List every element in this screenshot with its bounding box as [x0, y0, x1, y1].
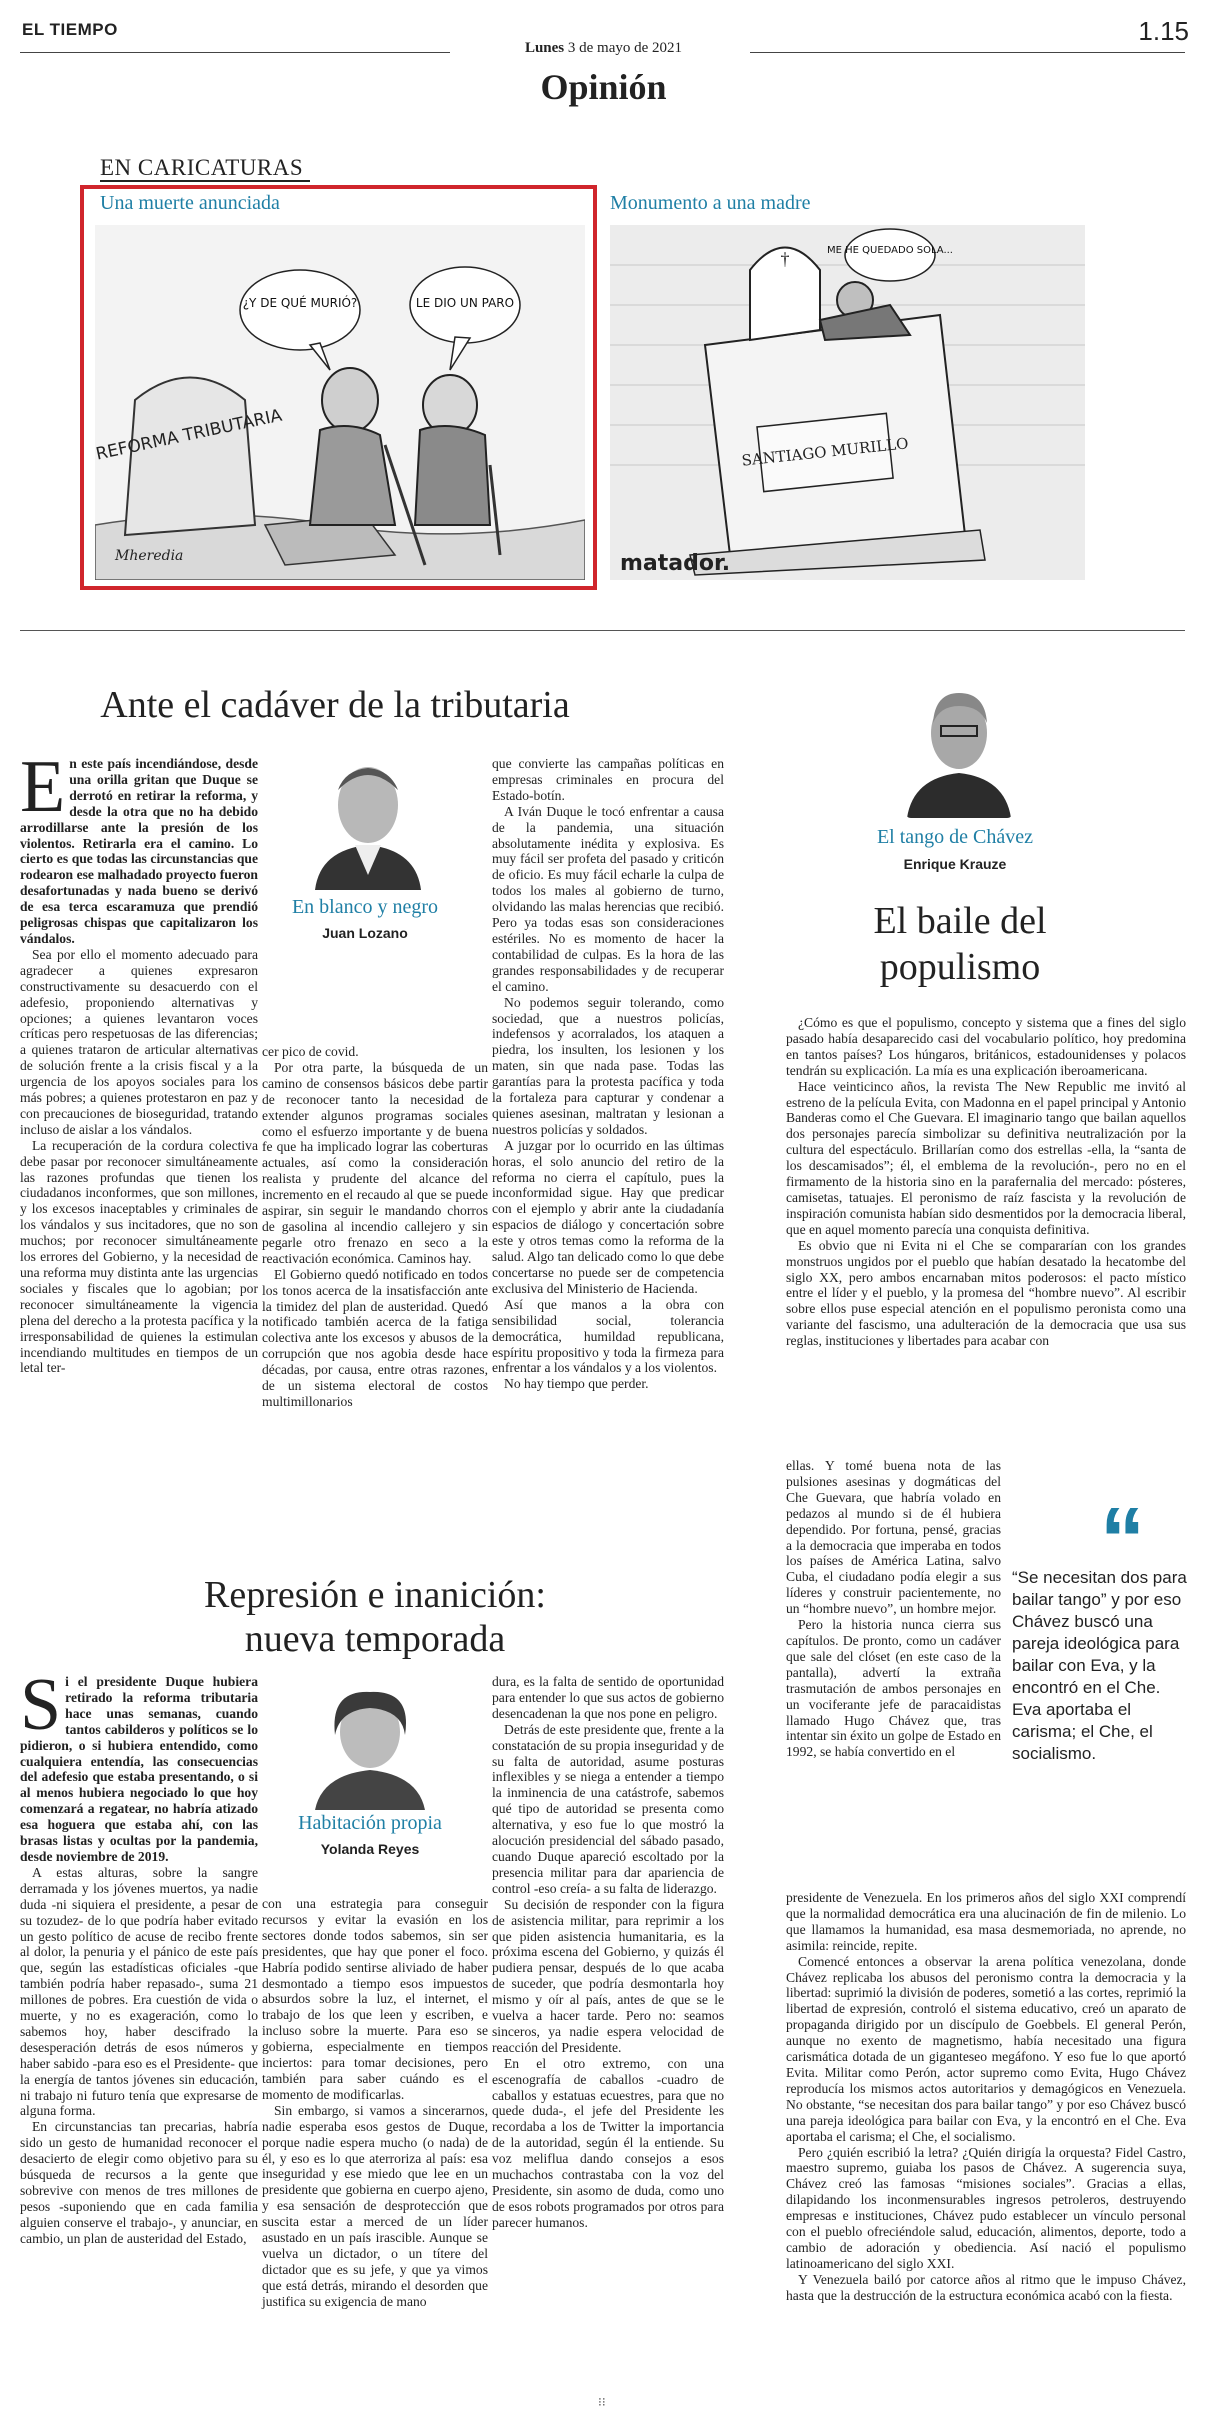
article-column: presidente de Venezuela. En los primeros años del siglo XXI comprendí que la normalidad democrática era una alucinación de fin de milenio. Lo que llamamos la humanidad, esa masa desmemoriada, no aprende, no asimila: reincide, repite. Comencé entonces a observar la arena política venezolana, donde Chávez replicaba los abusos del peronismo contra la democracia y la libertad: suprimió la división de poderes, sometió a las cortes, reprimió la libertad de expresión, controló el sistema educativo, creó un aparato de propaganda dirigido por un discípulo de Goebbels. El general Perón, aunque no exento de magnetismo, había necesitado una figura carismática dotada de un giganteseo megáfono. Y eso fue lo que aportó Evita. Militar como Perón, actor supremo como Evita, Hugo Chávez reproducía los mismos actos autoritarios y demagógicos en Venezuela. No obstante, “se necesitan dos para bailar tango” y por eso Chávez buscó una pareja ideológica para bailar con Eva, y la encontró en el Che. Eva aportaba el carisma; el Che, el socialismo. Pero ¿quién escribió la letra? ¿Quién dirigía la orquesta? Fidel Castro, maestro supremo, guiaba los pasos de Chávez. A sugerencia suya, Chávez creó las famosas “misiones sociales”. Gracias a ellas, dilapidando los inconmensurables ingresos petroleros, destruyendo empresas e instituciones, Chávez pudo establecer un vínculo personal con el pueblo ofreciéndole salud, educación, alimentos, deporte, todo a cambio de adoración y obediencia. Así nació el populismo latinoamericano del siglo XXI. Y Venezuela bailó por catorce años al ritmo que le impuso Chávez, hasta que la destrucción de la estructura económica acabó con la fiesta.: [786, 1890, 1186, 2303]
cartoon-signature: matador.: [620, 551, 731, 576]
grave-text: REFORMA TRIBUTARIA: [95, 405, 284, 465]
author-name: Enrique Krauze: [903, 856, 1007, 872]
author-name: Yolanda Reyes: [320, 1841, 420, 1857]
article-headline: Represión e inanición: nueva temporada: [204, 1574, 546, 1660]
cartoon-image-left[interactable]: [95, 225, 585, 580]
drop-cap: S: [20, 1664, 62, 1746]
author-photo: [305, 750, 431, 890]
pull-quote: “Se necesitan dos para bailar tango” y por eso Chávez buscó una pareja ideológica para bailar con Eva, y la encontró en el Che. Eva aportaba el carisma; el Che, el socialismo.: [1012, 1568, 1187, 1763]
cartoon-caption-left: Una muerte anunciada: [100, 192, 280, 214]
cartoon-left-drawing: [95, 225, 585, 580]
divider: [20, 630, 1185, 631]
article-column: que convierte las campañas políticas en empresas criminales en procura del Estado-botín. A Iván Duque le tocó enfrentar a causa de la pandemia, una situación absolutamente inédita y explosiva. Es muy fácil ser profeta del pasado y criticón de oficio. Es muy fácil echarle la culpa de todos los males al gobierno de turno, olvidando las malas herencias que recibió. Pero ya todas esas son consideraciones estériles. No es momento de hacer la contabilidad de culpas. Es la hora de las grandes responsabilidades y de recuperar el camino. No podemos seguir tolerando, como sociedad, que a nuestros policías, indefensos y acorralados, los ataquen a piedra, los insulten, los lesionen y los maten, sin que nada pase. Todas las garantías para la protesta pacífica y toda la fortaleza para capturar y condenar a quienes asesinan, maltratan y lesionan a nuestros policías y soldados. A juzgar por lo ocurrido en las últimas horas, el solo anuncio del retiro de la reforma no cierra el capítulo, pues la inconformidad sigue. Hay que predicar con el ejemplo y abrir ante la ciudadanía espacios de diálogo y concertación sobre este y otros temas como la reforma de la salud. Algo tan delicado como lo que debe concertarse no puede ser de competencia exclusiva del Ministerio de Hacienda. Así que manos a la obra con sensibilidad social, tolerancia democrática, humildad republicana, espíritu propositivo y toda la firmeza para enfrentar a los vándalos y a los violentos. No hay tiempo que perder.: [492, 756, 724, 1392]
article-column: con una estrategia para conseguir recursos y evitar la evasión en los sectores donde todos sabemos, sin ser presidentes, que hay que poner el foco. Habría podido sentirse aliviado de haber desmontado a tiempo esos impuestos absurdos sobre la luz, el internet, el trabajo de los que leen y escriben, e incluso sobre la muerte. Para eso se gobierna, especialmente en tiempos inciertos: para tomar decisiones, pero también para saber cuándo es el momento de modificarlas. Sin embargo, si vamos a sincerarnos, nadie esperaba esos gestos de Duque, porque nadie espera mucho (o nada) de él, y eso es lo que aterroriza al país: esa inseguridad y ese miedo que lee en un presidente que gobierna en cuerpo ajeno, y esa sensación de desprotección que suscita estar a merced de un líder asustado en un país irascible. Aunque se vuelva un dictador, o un títere del dictador que es su jefe, y que ya vimos que está detrás, mirando el desorden que justifica su exigencia de mano: [262, 1896, 488, 2309]
column-name: El tango de Chávez: [876, 826, 1034, 848]
quote-icon: “: [1100, 1490, 1145, 1590]
article-column: E n este país incendiándose, desde una orilla gritan que Duque se derrotó en retirar la reforma, y desde la otra que no ha debido arrodillarse ante la presión de los violentos. Retirarla era el camino. Lo cierto es que todas las circunstancias que rodearon ese malhadado proyecto fueron desafortunadas y nada bueno se derivó de esa terca escaramuza que prendió peligrosas chispas que capitalizaron los vándalos. Sea por ello el momento adecuado para agradecer a quienes expresaron constructivamente su desacuerdo con el adefesio, proponiendo alternativas y opciones; a quienes levantaron voces críticas pero respetuosas de las diferencias; a quienes trataron de articular alternativas de solución frente a la crisis fiscal y a la urgencia de los apoyos sociales para los más pobres; a quienes protestaron en paz y con precauciones de bioseguridad, tratando incluso de aislar a los vándalos. La recuperación de la cordura colectiva debe pasar por reconocer simultáneamente las razones profundas que tienen los ciudadanos inconformes, que son millones, y los excesos inaceptables y criminales de los vándalos y sus incitadores, que no son muchos; por reconocer simultáneamente los errores del Gobierno, y la necesidad de una reforma muy distinta ante las urgencias sociales y fiscales que lo agobian; por reconocer simultáneamente la vigencia plena del derecho a la protesta pacífica y la irresponsabilidad de quienes la estimulan incendiando multitudes en tiempos de un letal ter-: [20, 746, 258, 1376]
plaque-text: SANTIAGO MURILLO: [740, 434, 910, 470]
page-number: 1.15: [1138, 16, 1189, 46]
author-photo: [905, 678, 1013, 818]
bubble-text: ME HE QUEDADO SOLA...: [827, 245, 953, 256]
cartoon-signature: Mheredia: [115, 548, 184, 564]
column-name: Habitación propia: [298, 1812, 442, 1834]
bubble-answer: LE DIO UN PARO: [415, 296, 515, 310]
article-column: ellas. Y tomé buena nota de las pulsiones asesinas y dogmáticas del Che Guevara, que habría volado en pedazos al mundo si de él hubiera dependido. Por fortuna, pensé, gracias a la democracia que imperaba en todos los países de América Latina, salvo Cuba, el ciudadano podía elegir a sus líderes y construir pacientemente, no un “hombre nuevo”, un hombre mejor. Pero la historia nunca cierra sus capítulos. De pronto, como un cadáver que sale del clóset (en este caso de la pantalla), advertí la extraña trasmutación de ambos personajes en un vociferante jefe de paracaidistas llamado Hugo Chávez que, tras intentar sin éxito un golpe de Estado en 1992, se había convertido en el: [786, 1458, 1001, 1760]
cartoons-heading: EN CARICATURAS: [100, 155, 304, 180]
cartoon-image-right[interactable]: [610, 225, 1085, 580]
svg-text:†: †: [780, 249, 790, 269]
article-headline: El baile del populismo: [873, 900, 1047, 988]
article-column: S i el presidente Duque hubiera retirado la reforma tributaria hace unas semanas, cuando tantos cabilderos y políticos se lo pidieron, o si hubiera entendido, como cualquiera entendía, las consecuencias del adefesio que estaba presentando, o si al menos hubiera negociado lo que hoy comenzará a regatear, no habría atizado esa hoguera que estaba ahí, con las brasas listas y ocultas por la pandemia, desde noviembre de 2019. A estas alturas, sobre la sangre derramada y los jóvenes muertos, ya nadie duda -ni siquiera el presidente, a pesar de su tozudez- de lo que podría haber evitado un gesto político de acuse de recibo frente al dolor, la penuria y el pánico de este país que, según las estadísticas oficiales -que también podría haber repasado-, suma 21 millones de pobres. Era cuestión de vida o muerte, y no es exageración, como lo sabemos hoy, haber descifrado la desesperación detrás de esos números y haber sabido -para eso es el Presidente- que la energía de tantos jóvenes sin educación, ni trabajo ni futuro tenía que expresarse de alguna forma. En circunstancias tan precarias, habría sido un gesto de humanidad reconocer el desacierto de elegir como objetivo para su búsqueda de recursos a la gente que sobrevive con menos de tres millones de pesos -suponiendo que en cada familia alguien conserve el trabajo-, y anunciar, en cambio, un plan de austeridad del Estado,: [20, 1664, 258, 2246]
newspaper-brand: EL TIEMPO: [22, 20, 118, 39]
page-end-mark: ⁝⁝: [598, 2395, 606, 2409]
author-name: Juan Lozano: [322, 925, 408, 941]
divider: [100, 180, 310, 182]
drop-cap: E: [20, 746, 66, 828]
divider: [20, 52, 450, 53]
article-column: dura, es la falta de sentido de oportunidad para entender lo que sus actos de gobierno desencadenan la que nos pone en peligro. Detrás de este presidente que, frente a la constatación de su propia inseguridad y de su falta de autoridad, asume posturas inflexibles y se niega a entender a tiempo la inminencia de una catástrofe, sabemos qué tipo de autoridad se presenta como alternativa, y eso fue lo que mostró la alocución presidencial del sábado pasado, cuando Duque apareció escoltado por la presencia militar para dar apariencia de control -eso creía- a su falta de liderazgo. Su decisión de responder con la figura de asistencia militar, para reprimir a los que piden asistencia humanitaria, es la próxima escena del Gobierno, y quizás él pudiera pensar, después de lo que acaba de suceder, que podría desmontarla hoy mismo y oír al país, antes de que se le vuelva a hacer tarde. Pero no: seamos sinceros, ya nadie espera velocidad de reacción del Presidente. En el otro extremo, con una escenografía de caballos -cuadro de caballos y estatuas ecuestres, para que no quede duda-, el jefe del Presidente les recordaba a los de Twitter la importancia de la autoridad, según él la entiende. Su voz meliflua dando consejos a esos muchachos contrastaba con la voz del Presidente, sin asomo de duda, como uno de esos robots programados por otros para parecer humanos.: [492, 1674, 724, 2230]
article-column: cer pico de covid. Por otra parte, la búsqueda de un camino de consensos básicos debe partir de reconocer tanto la necesidad de extender algunos programas sociales como el esfuerzo importante y de buena fe que ha implicado lograr las coberturas actuales, así como la consideración realista y prudente del alcance del incremento en el recaudo al que se puede aspirar, sin seguir le mandando chorros de gasolina al incendio callejero y sin pegarle otro frenazo en seco a la reactivación económica. Caminos hay. El Gobierno quedó notificado en todos los tonos acerca de la insatisfacción ante la timidez del plan de austeridad. Quedó notificado también acerca de la fatiga colectiva ante los excesos y abusos de la corrupción que nos agobia desde hace décadas, por causa, entre otras razones, de un sistema electoral de costos multimillonarios: [262, 1044, 488, 1409]
edition-date: Lunes 3 de mayo de 2021: [524, 40, 683, 56]
author-photo: [310, 1680, 430, 1810]
article-headline: Ante el cadáver de la tributaria: [100, 684, 570, 726]
bubble-question: ¿Y DE QUÉ MURIÓ?: [242, 296, 358, 310]
cartoon-right-drawing: [610, 225, 1085, 580]
section-title: Opinión: [540, 67, 667, 107]
column-name: En blanco y negro: [291, 896, 439, 918]
article-column: ¿Cómo es que el populismo, concepto y sistema que a fines del siglo pasado había desaparecido casi del vocabulario político, hoy predomina en tantos países? Los húngaros, británicos, estadounidenses y polacos tendrán su explicación. La mía es una explicación iberoamericana. Hace veinticinco años, la revista The New Republic me invitó al estreno de la película Evita, con Madonna en el papel principal y Antonio Banderas como el Che Guevara. El imaginario tango que bailan aquellos dos personajes parecía simbolizar su definitiva neutralización por la cultura del espectáculo. Brillarían como dos estrellas -ella, la “santa de los descamisados”; él, el emblema de la revolución-, pero no en el firmamento de la historia sino en la parafernalia del mercado: pósteres, camisetas, tatuajes. El peronismo de raíz fascista y la revolución de inspiración comunista habían sido desmentidos por la democracia liberal, que en aquel momento parecía una conquista definitiva. Es obvio que ni Evita ni el Che se compararían con los grandes monstruos ungidos por el pueblo que habían desatado la hecatombe del siglo XX, pero ambos encarnaban mitos poderosos: el pacto místico entre el líder y el pueblo, y la promesa del “hombre nuevo”. Al escribir sobre ellos puse especial atención en el populismo peronista como una variante del fascismo, una adulteración de la democracia que usa sus reglas, instituciones y libertades para acabar con: [786, 1015, 1186, 1349]
cartoon-caption-right: Monumento a una madre: [610, 192, 811, 214]
divider: [750, 52, 1185, 53]
